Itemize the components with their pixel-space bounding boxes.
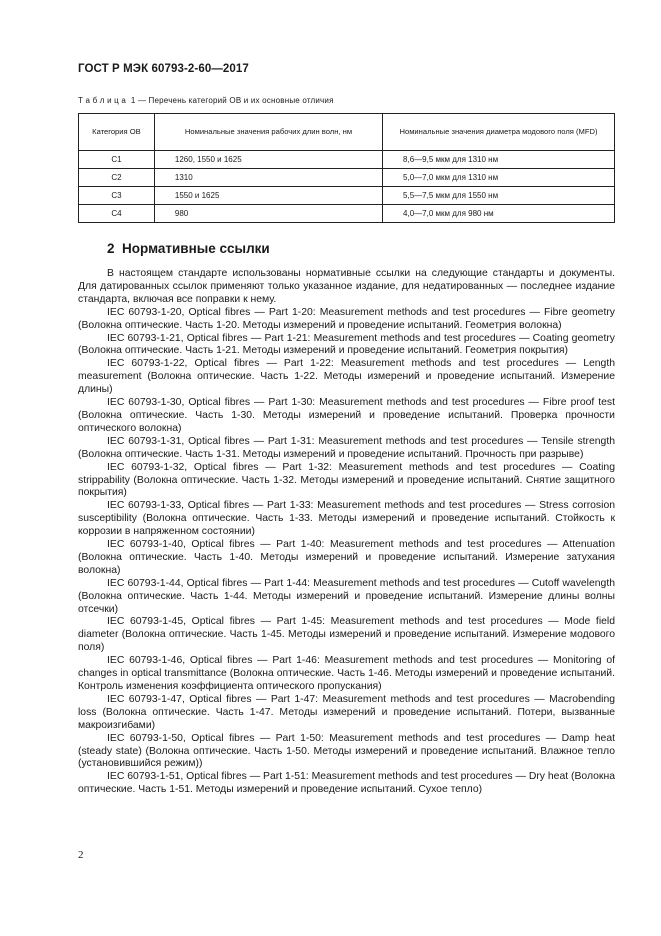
table-caption: Т а б л и ц а 1 — Перечень категорий ОВ и их основные отличия bbox=[78, 96, 334, 105]
reference-item: IEC 60793-1-40, Optical fibres — Part 1-40: Measurement methods and test procedures — Attenuation (Волокна оптические. Часть 1-40. Методы измерений и проведение испытаний. Измерение затухания волокна) bbox=[78, 539, 615, 576]
cell-mfd: 8,6—9,5 мкм для 1310 нм bbox=[383, 151, 615, 169]
section-title: 2 Нормативные ссылки bbox=[107, 241, 270, 256]
cell-mfd: 4,0—7,0 мкм для 980 нм bbox=[383, 205, 615, 223]
cell-mfd: 5,0—7,0 мкм для 1310 нм bbox=[383, 169, 615, 187]
cell-category: C1 bbox=[79, 151, 155, 169]
reference-item: IEC 60793-1-32, Optical fibres — Part 1-32: Measurement methods and test procedures — Coating strippability (Волокна оптические. Часть 1-32. Методы измерений и проведение испытаний. Снятие защитного покрытия) bbox=[78, 461, 615, 499]
reference-item: IEC 60793-1-20, Optical fibres — Part 1-20: Measurement methods and test procedures — Fibre geometry (Волокна оптические. Часть 1-20. Методы измерений и проведение испытаний. Геометрия волокна) bbox=[78, 306, 615, 331]
table-header-row bbox=[79, 114, 615, 151]
reference-item: IEC 60793-1-45, Optical fibres — Part 1-45: Measurement methods and test procedures — Mode field diameter (Волокна оптические. Часть 1-45. Методы измерений и проведение испытаний. Измерение модового поля) bbox=[78, 616, 615, 654]
reference-item: IEC 60793-1-47, Optical fibres — Part 1-47: Measurement methods and test procedures — Macrobending loss (Волокна оптические. Часть 1-47. Методы измерений и проведение испытаний. Потери, вызванные макроизгибами) bbox=[78, 693, 615, 731]
cell-wavelengths: 1260, 1550 и 1625 bbox=[154, 151, 382, 169]
cell-wavelengths: 1310 bbox=[154, 169, 382, 187]
page-number: 2 bbox=[78, 849, 84, 861]
cell-wavelengths: 980 bbox=[154, 205, 382, 223]
reference-item: IEC 60793-1-46, Optical fibres — Part 1-46: Measurement methods and test procedures — Monitoring of changes in optical transmittance (Волокна оптические. Часть 1-46. Методы измерений и проведение испытаний. Контроль изменения коэффициента оптического пропускания) bbox=[78, 655, 615, 692]
reference-item: IEC 60793-1-33, Optical fibres — Part 1-33: Measurement methods and test procedures — Stress corrosion susceptibility (Волокна оптические. Часть 1-33. Методы измерений и проведение испытаний. Стойкость к коррозии в напряженном состоянии) bbox=[78, 500, 615, 538]
cell-category: C2 bbox=[79, 169, 155, 187]
reference-item: IEC 60793-1-44, Optical fibres — Part 1-44: Measurement methods and test procedures — Cutoff wavelength (Волокна оптические. Часть 1-44. Методы измерений и проведение испытаний. Измерение длины волны отсечки) bbox=[78, 577, 615, 615]
reference-item: IEC 60793-1-22, Optical fibres — Part 1-22: Measurement methods and test procedures — Length measurement (Волокна оптические. Часть 1-22. Методы измерений и проведение испытаний. Измерение длины) bbox=[78, 358, 615, 396]
section-body bbox=[78, 268, 615, 797]
table-row bbox=[79, 187, 615, 205]
cell-category: C3 bbox=[79, 187, 155, 205]
reference-item: IEC 60793-1-50, Optical fibres — Part 1-50: Measurement methods and test procedures — Damp heat (steady state) (Волокна оптические. Часть 1-50. Методы измерений и проведение испытаний. Влажное тепло (установившийся режим)) bbox=[78, 732, 615, 770]
reference-item: IEC 60793-1-30, Optical fibres — Part 1-30: Measurement methods and test procedures — Fibre proof test (Волокна оптические. Часть 1-30. Методы измерений и проведение испытаний. Проверка прочности оптического волокна) bbox=[78, 397, 615, 434]
table-row bbox=[79, 151, 615, 169]
paragraph: В настоящем стандарте использованы нормативные ссылки на следующие стандарты и документы. Для датированных ссылок применяют только указанное издание, для недатированных — последнее издание стандарта, включая все поправки к нему. bbox=[78, 268, 615, 305]
cell-wavelengths: 1550 и 1625 bbox=[154, 187, 382, 205]
table-row bbox=[79, 169, 615, 187]
cell-category: C4 bbox=[79, 205, 155, 223]
header-mfd: Номинальные значения диаметра модового поля (MFD) bbox=[383, 114, 615, 151]
reference-item: IEC 60793-1-21, Optical fibres — Part 1-21: Measurement methods and test procedures — Coating geometry (Волокна оптические. Часть 1-21. Методы измерений и проведение испытаний. Геометрия покрытия) bbox=[78, 332, 615, 357]
header-category: Категория ОВ bbox=[79, 114, 155, 151]
document-header: ГОСТ Р МЭК 60793-2-60—2017 bbox=[78, 63, 249, 75]
fibre-categories-table bbox=[78, 113, 615, 223]
table-row bbox=[79, 205, 615, 223]
reference-item: IEC 60793-1-31, Optical fibres — Part 1-31: Measurement methods and test procedures — Tensile strength (Волокна оптические. Часть 1-31. Методы измерений и проведение испытаний. Прочность при разрыве) bbox=[78, 435, 615, 460]
reference-item: IEC 60793-1-51, Optical fibres — Part 1-51: Measurement methods and test procedures — Dry heat (Волокна оптические. Часть 1-51. Методы измерений и проведение испытаний. Сухое тепло) bbox=[78, 771, 615, 796]
cell-mfd: 5,5—7,5 мкм для 1550 нм bbox=[383, 187, 615, 205]
header-wavelengths: Номинальные значения рабочих длин волн, нм bbox=[154, 114, 382, 151]
